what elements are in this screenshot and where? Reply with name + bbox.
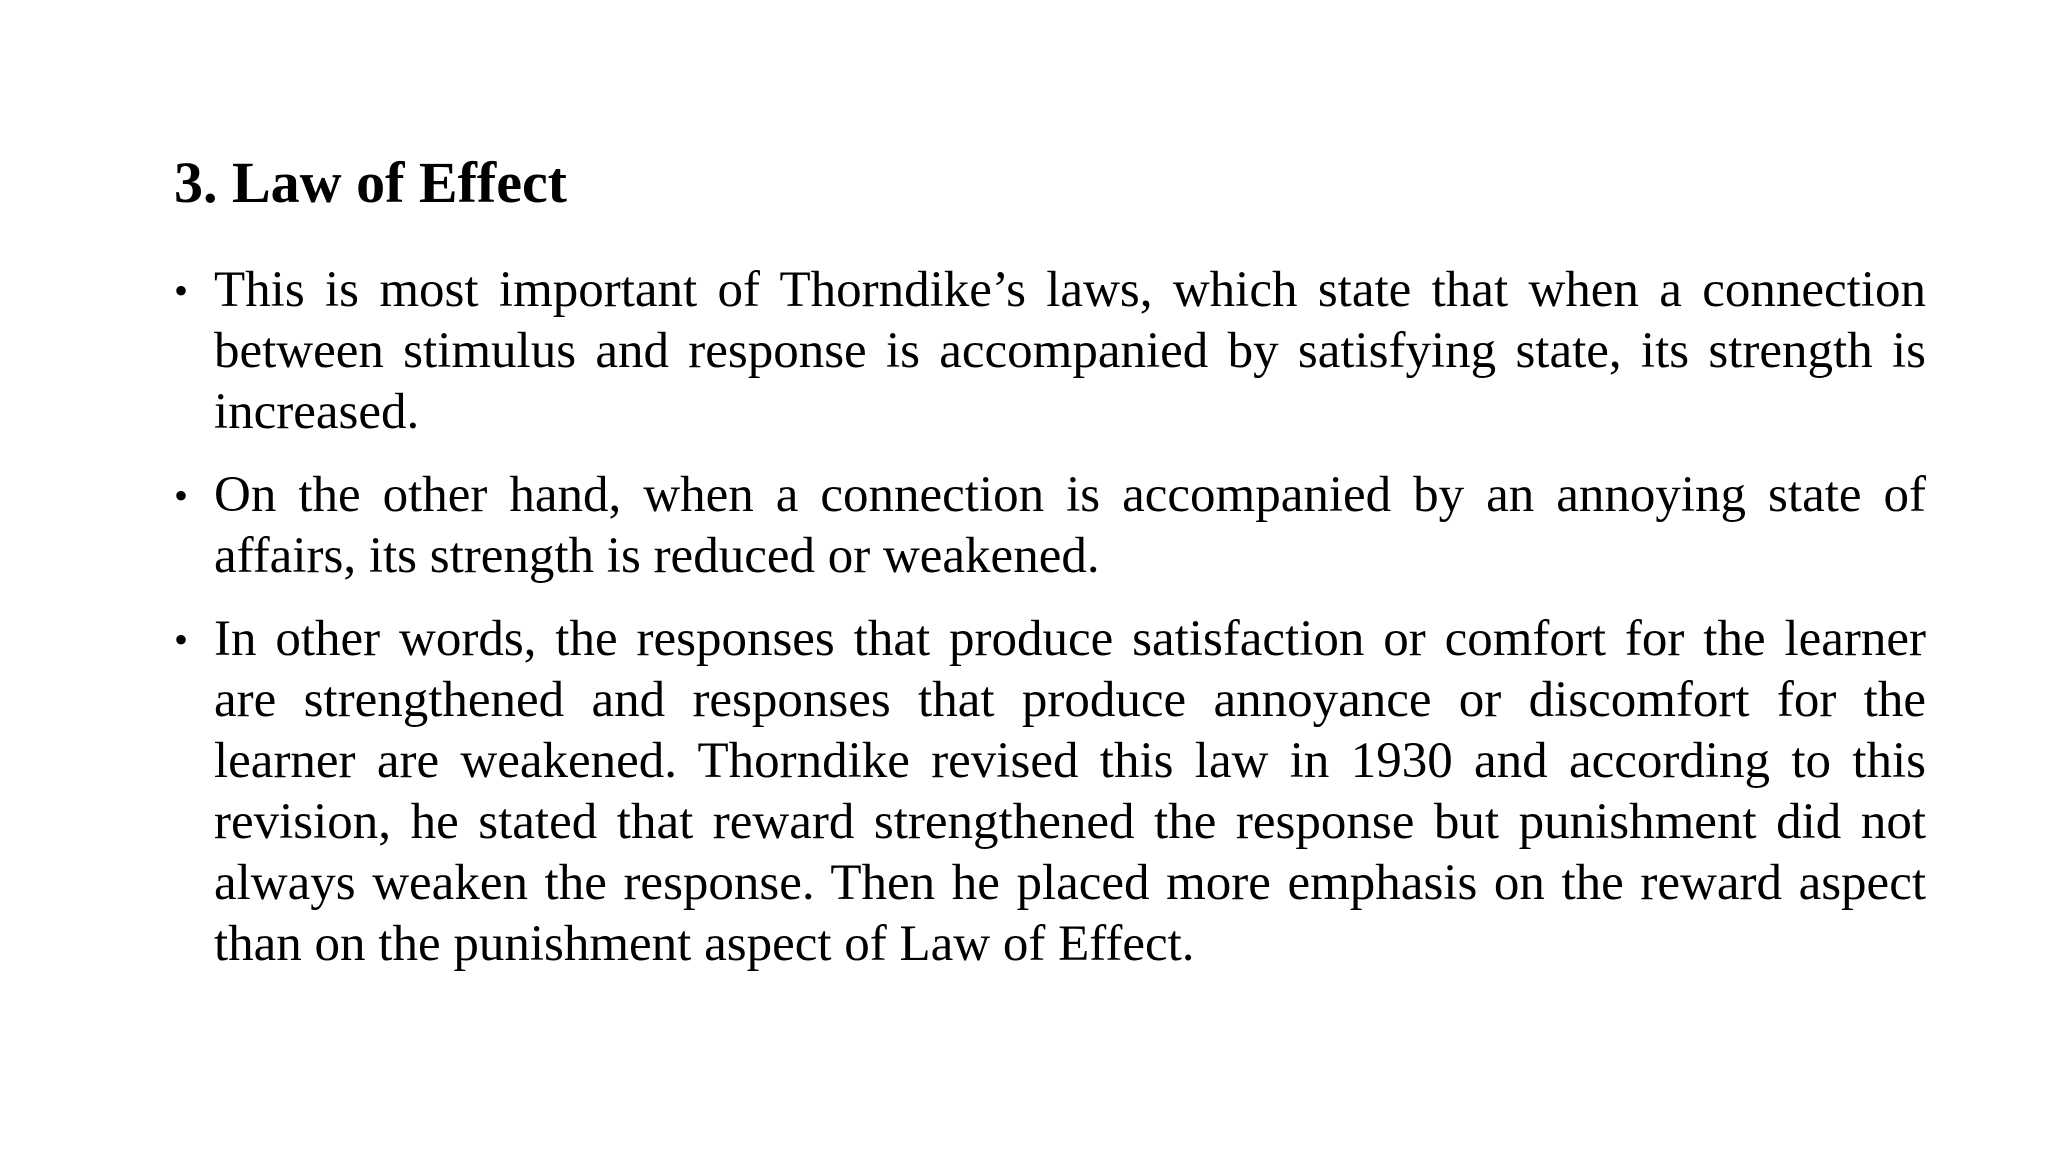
slide-title: 3. Law of Effect: [174, 150, 568, 215]
bullet-list: [174, 260, 1926, 997]
bullet-text: In other words, the responses that produce satisfaction or comfort for the learner are strengthened and responses that produce annoyance or discomfort for the learner are weakened. Thorndike revised this law in 1930 and according to this revision, he stated that reward strengthened the response but punishment did not always weaken the response. Then he placed more emphasis on the reward aspect than on the punishment aspect of Law of Effect.: [214, 611, 1926, 972]
bullet-item: [174, 609, 1926, 975]
bullet-dot-icon: •: [174, 268, 189, 313]
bullet-dot-icon: •: [174, 617, 189, 662]
bullet-item: [174, 465, 1926, 587]
bullet-item: [174, 260, 1926, 443]
bullet-dot-icon: •: [174, 473, 189, 518]
bullet-text: This is most important of Thorndike’s laws, which state that when a connection between stimulus and response is accompanied by satisfying state, its strength is increased.: [214, 262, 1926, 440]
bullet-text: On the other hand, when a connection is accompanied by an annoying state of affairs, its strength is reduced or weakened.: [214, 467, 1926, 584]
